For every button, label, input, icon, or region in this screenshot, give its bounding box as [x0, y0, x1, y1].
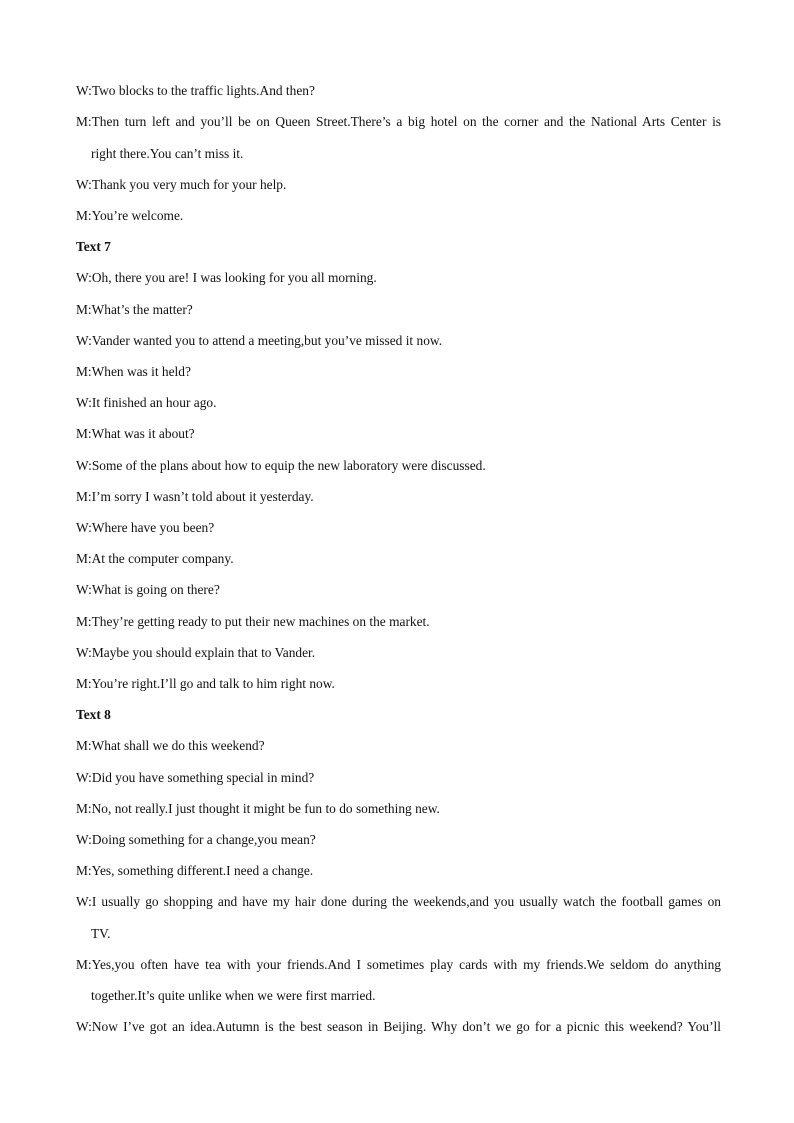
dialogue-line-m: M:What’s the matter? [76, 302, 193, 317]
section-heading-text-7: Text 7 [76, 239, 111, 254]
dialogue-line-w: W:What is going on there? [76, 582, 220, 597]
dialogue-line-m: M:No, not really.I just thought it might be fun to do something new. [76, 801, 440, 816]
dialogue-line-w: W:Thank you very much for your help. [76, 177, 287, 192]
dialogue-line-w: W:Some of the plans about how to equip the new laboratory were discussed. [76, 458, 486, 473]
dialogue-line-w: W:I usually go shopping and have my hair done during the weekends,and you usually watch the football games on [76, 894, 721, 909]
dialogue-line-w: W:Did you have something special in mind? [76, 770, 315, 785]
dialogue-line-w: W:Doing something for a change,you mean? [76, 832, 316, 847]
dialogue-line-m: M:When was it held? [76, 364, 191, 379]
dialogue-line-w: W:Now I’ve got an idea.Autumn is the best season in Beijing. Why don’t we go for a picnic this weekend? You’ll [76, 1019, 721, 1034]
dialogue-line-m: M:They’re getting ready to put their new machines on the market. [76, 614, 430, 629]
section-heading-text-8: Text 8 [76, 707, 111, 722]
dialogue-line-m: M:Then turn left and you’ll be on Queen Street.There’s a big hotel on the corner and the National Arts Center is [76, 114, 721, 129]
dialogue-line-m: M:What shall we do this weekend? [76, 738, 265, 753]
dialogue-line-w: W:Vander wanted you to attend a meeting,but you’ve missed it now. [76, 333, 443, 348]
dialogue-line-m: M:What was it about? [76, 426, 195, 441]
dialogue-line-continuation: right there.You can’t miss it. [91, 146, 244, 161]
dialogue-line-w: W:Where have you been? [76, 520, 215, 535]
dialogue-line-w: W:Two blocks to the traffic lights.And then? [76, 83, 315, 98]
dialogue-line-m: M:At the computer company. [76, 551, 234, 566]
dialogue-line-m: M:You’re right.I’ll go and talk to him right now. [76, 676, 335, 691]
dialogue-line-m: M:You’re welcome. [76, 208, 184, 223]
dialogue-line-w: W:Maybe you should explain that to Vander. [76, 645, 316, 660]
dialogue-line-m: M:I’m sorry I wasn’t told about it yesterday. [76, 489, 314, 504]
dialogue-line-w: W:Oh, there you are! I was looking for you all morning. [76, 270, 377, 285]
dialogue-line-m: M:Yes, something different.I need a change. [76, 863, 314, 878]
dialogue-line-continuation: together.It’s quite unlike when we were first married. [91, 988, 376, 1003]
dialogue-line-continuation: TV. [91, 926, 111, 941]
dialogue-line-w: W:It finished an hour ago. [76, 395, 217, 410]
dialogue-line-m: M:Yes,you often have tea with your friends.And I sometimes play cards with my friends.We seldom do anything [76, 957, 721, 972]
